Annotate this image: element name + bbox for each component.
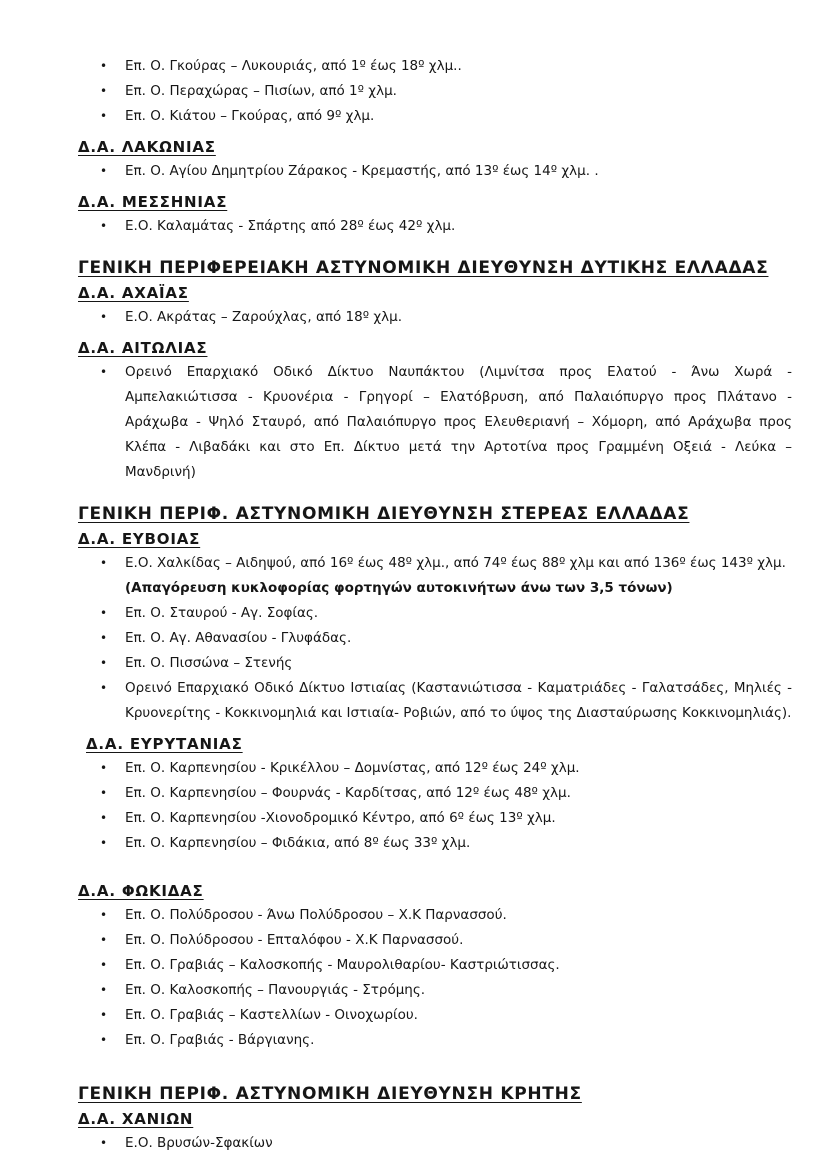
- bullet-icon: •: [100, 1008, 108, 1022]
- road-item-text: Επ. Ο. Κιάτου – Γκούρας, από 9º χλμ.: [125, 108, 375, 124]
- road-item-text: Επ. Ο. Αγίου Δημητρίου Ζάρακος - Κρεμαστής, από 13º έως 14º χλμ. .: [125, 163, 599, 179]
- road-item-text: Επ. Ο. Γραβιάς – Καστελλίων - Οινοχωρίου.: [125, 1007, 418, 1023]
- road-item: [100, 54, 792, 79]
- bullet-icon: •: [100, 219, 108, 233]
- road-item-text: Επ. Ο. Περαχώρας – Πισίων, από 1º χλμ.: [125, 83, 397, 99]
- bullet-icon: •: [100, 811, 108, 825]
- road-item: [100, 1003, 792, 1028]
- road-item-text: Επ. Ο. Γκούρας – Λυκουριάς, από 1º έως 18º χλμ..: [125, 58, 462, 74]
- road-item-text: Ορεινό Επαρχιακό Οδικό Δίκτυο Ναυπάκτου (Λιμνίτσα προς Ελατού - Άνω Χωρά - Αμπελακιώτισσα - Κρυονέρια - Γρηγορί – Ελατόβρυση, από Παλαιόπυργο προς Πλάτανο - Αράχωβα - Ψηλό Σταυρό, από Παλαιόπυργο προς Ελευθεριανή – Χόμορη, από Αράχωβα προς Κλέπα - Λιβαδάκι και στο Επ. Δίκτυο μετά την Αρτοτίνα προς Γραμμένη Οξειά - Λεύκα – Μανδρινή): [125, 364, 792, 480]
- road-item-text: Επ. Ο. Καρπενησίου – Φιδάκια, από 8º έως 33º χλμ.: [125, 835, 471, 851]
- road-item-text: Επ. Ο. Πολύδροσου - Επταλόφου - Χ.Κ Παρνασσού.: [125, 932, 464, 948]
- road-list-aitolias: [78, 360, 792, 485]
- road-item: [100, 953, 792, 978]
- road-item-text: Επ. Ο. Καρπενησίου -Χιονοδρομικό Κέντρο, από 6º έως 13º χλμ.: [125, 810, 556, 826]
- heading-da-messinias: Δ.Α. ΜΕΣΣΗΝΙΑΣ: [78, 193, 228, 211]
- road-item-text: Ε.Ο. Χαλκίδας – Αιδηψού, από 16º έως 48º χλμ., από 74º έως 88º χλμ και από 136º έως 143º χλμ.: [125, 555, 786, 571]
- road-item: [100, 626, 792, 651]
- road-item: [100, 305, 792, 330]
- road-item: [100, 806, 792, 831]
- bullet-icon: •: [100, 983, 108, 997]
- road-list-achaias: [78, 305, 792, 330]
- road-item: [100, 214, 792, 239]
- heading-da-chanion: Δ.Α. ΧΑΝΙΩΝ: [78, 1110, 194, 1128]
- road-item: [100, 360, 792, 485]
- road-item-restriction-note: (Απαγόρευση κυκλοφορίας φορτηγών αυτοκινήτων άνω των 3,5 τόνων): [125, 580, 673, 596]
- bullet-icon: •: [100, 556, 108, 570]
- bullet-icon: •: [100, 164, 108, 178]
- road-item-text: Επ. Ο. Πολύδροσου - Άνω Πολύδροσου – Χ.Κ Παρνασσού.: [125, 907, 507, 923]
- heading-da-achaias: Δ.Α. ΑΧΑΪΑΣ: [78, 284, 189, 302]
- road-item-text: Επ. Ο. Γραβιάς – Καλοσκοπής - Μαυρολιθαρίου- Καστριώτισσας.: [125, 957, 560, 973]
- road-item-text: Επ. Ο. Καλοσκοπής – Πανουργιάς - Στρόμης.: [125, 982, 426, 998]
- road-item: [100, 104, 792, 129]
- heading-region-sterea-ellada: ΓΕΝΙΚΗ ΠΕΡΙΦ. ΑΣΤΥΝΟΜΙΚΗ ΔΙΕΥΘΥΝΣΗ ΣΤΕΡΕΑΣ ΕΛΛΑΔΑΣ: [78, 504, 690, 524]
- road-item: [100, 159, 792, 184]
- road-list-fokidas: [78, 903, 792, 1053]
- bullet-icon: •: [100, 908, 108, 922]
- road-item-with-note: [125, 551, 792, 601]
- bullet-icon: •: [100, 59, 108, 73]
- bullet-icon: •: [100, 1136, 108, 1150]
- road-item-text: Επ. Ο. Πισσώνα – Στενής: [125, 655, 293, 671]
- road-item: [100, 1131, 792, 1156]
- bullet-icon: •: [100, 786, 108, 800]
- heading-da-lakonias: Δ.Α. ΛΑΚΩΝΙΑΣ: [78, 138, 216, 156]
- road-item: [100, 781, 792, 806]
- road-list-evias: [78, 551, 792, 726]
- road-item: [100, 551, 792, 601]
- bullet-icon: •: [100, 109, 108, 123]
- road-list-evrytanias: [78, 756, 792, 856]
- bullet-icon: •: [100, 606, 108, 620]
- road-item-text: Επ. Ο. Καρπενησίου – Φουρνάς - Καρδίτσας, από 12º έως 48º χλμ.: [125, 785, 571, 801]
- road-item: [100, 831, 792, 856]
- road-list-carryover: [78, 54, 792, 129]
- road-item-text: Επ. Ο. Καρπενησίου - Κρικέλλου – Δομνίστας, από 12º έως 24º χλμ.: [125, 760, 580, 776]
- heading-da-aitolias: Δ.Α. ΑΙΤΩΛΙΑΣ: [78, 339, 208, 357]
- road-list-messinias: [78, 214, 792, 239]
- road-item: [100, 676, 792, 726]
- bullet-icon: •: [100, 958, 108, 972]
- road-item: [100, 903, 792, 928]
- road-item: [100, 79, 792, 104]
- road-item: [100, 651, 792, 676]
- bullet-icon: •: [100, 681, 108, 695]
- road-list-lakonias: [78, 159, 792, 184]
- road-item-text: Επ. Ο. Σταυρού - Αγ. Σοφίας.: [125, 605, 319, 621]
- bullet-icon: •: [100, 656, 108, 670]
- road-item: [100, 978, 792, 1003]
- bullet-icon: •: [100, 365, 108, 379]
- road-item-text: Ε.Ο. Καλαμάτας - Σπάρτης από 28º έως 42º χλμ.: [125, 218, 456, 234]
- bullet-icon: •: [100, 310, 108, 324]
- heading-da-evrytanias: Δ.Α. ΕΥΡΥΤΑΝΙΑΣ: [86, 735, 243, 753]
- road-item-text: Ε.Ο. Ακράτας – Ζαρούχλας, από 18º χλμ.: [125, 309, 403, 325]
- heading-da-evias: Δ.Α. ΕΥΒΟΙΑΣ: [78, 530, 201, 548]
- heading-da-fokidas: Δ.Α. ΦΩΚΙΔΑΣ: [78, 882, 204, 900]
- road-item: [100, 601, 792, 626]
- road-item-text: Επ. Ο. Γραβιάς - Βάργιανης.: [125, 1032, 315, 1048]
- road-item: [100, 756, 792, 781]
- road-item-text: Επ. Ο. Αγ. Αθανασίου - Γλυφάδας.: [125, 630, 352, 646]
- road-list-chanion: [78, 1131, 792, 1156]
- road-item: [100, 1028, 792, 1053]
- bullet-icon: •: [100, 836, 108, 850]
- heading-region-dytiki-ellada: ΓΕΝΙΚΗ ΠΕΡΙΦΕΡΕΙΑΚΗ ΑΣΤΥΝΟΜΙΚΗ ΔΙΕΥΘΥΝΣΗ ΔΥΤΙΚΗΣ ΕΛΛΑΔΑΣ: [78, 258, 769, 278]
- bullet-icon: •: [100, 631, 108, 645]
- road-item-text: Ορεινό Επαρχιακό Οδικό Δίκτυο Ιστιαίας (Καστανιώτισσα - Καματριάδες - Γαλατσάδες, Μηλιές - Κρυονερίτης - Κοκκινομηλιά και Ιστιαία- Ροβιών, από το ύψος της Διασταύρωσης Κοκκινομηλιάς).: [125, 680, 792, 721]
- bullet-icon: •: [100, 933, 108, 947]
- bullet-icon: •: [100, 84, 108, 98]
- road-item: [100, 928, 792, 953]
- bullet-icon: •: [100, 761, 108, 775]
- heading-region-kriti: ΓΕΝΙΚΗ ΠΕΡΙΦ. ΑΣΤΥΝΟΜΙΚΗ ΔΙΕΥΘΥΝΣΗ ΚΡΗΤΗΣ: [78, 1084, 582, 1104]
- bullet-icon: •: [100, 1033, 108, 1047]
- road-item-text: Ε.Ο. Βρυσών-Σφακίων: [125, 1135, 273, 1151]
